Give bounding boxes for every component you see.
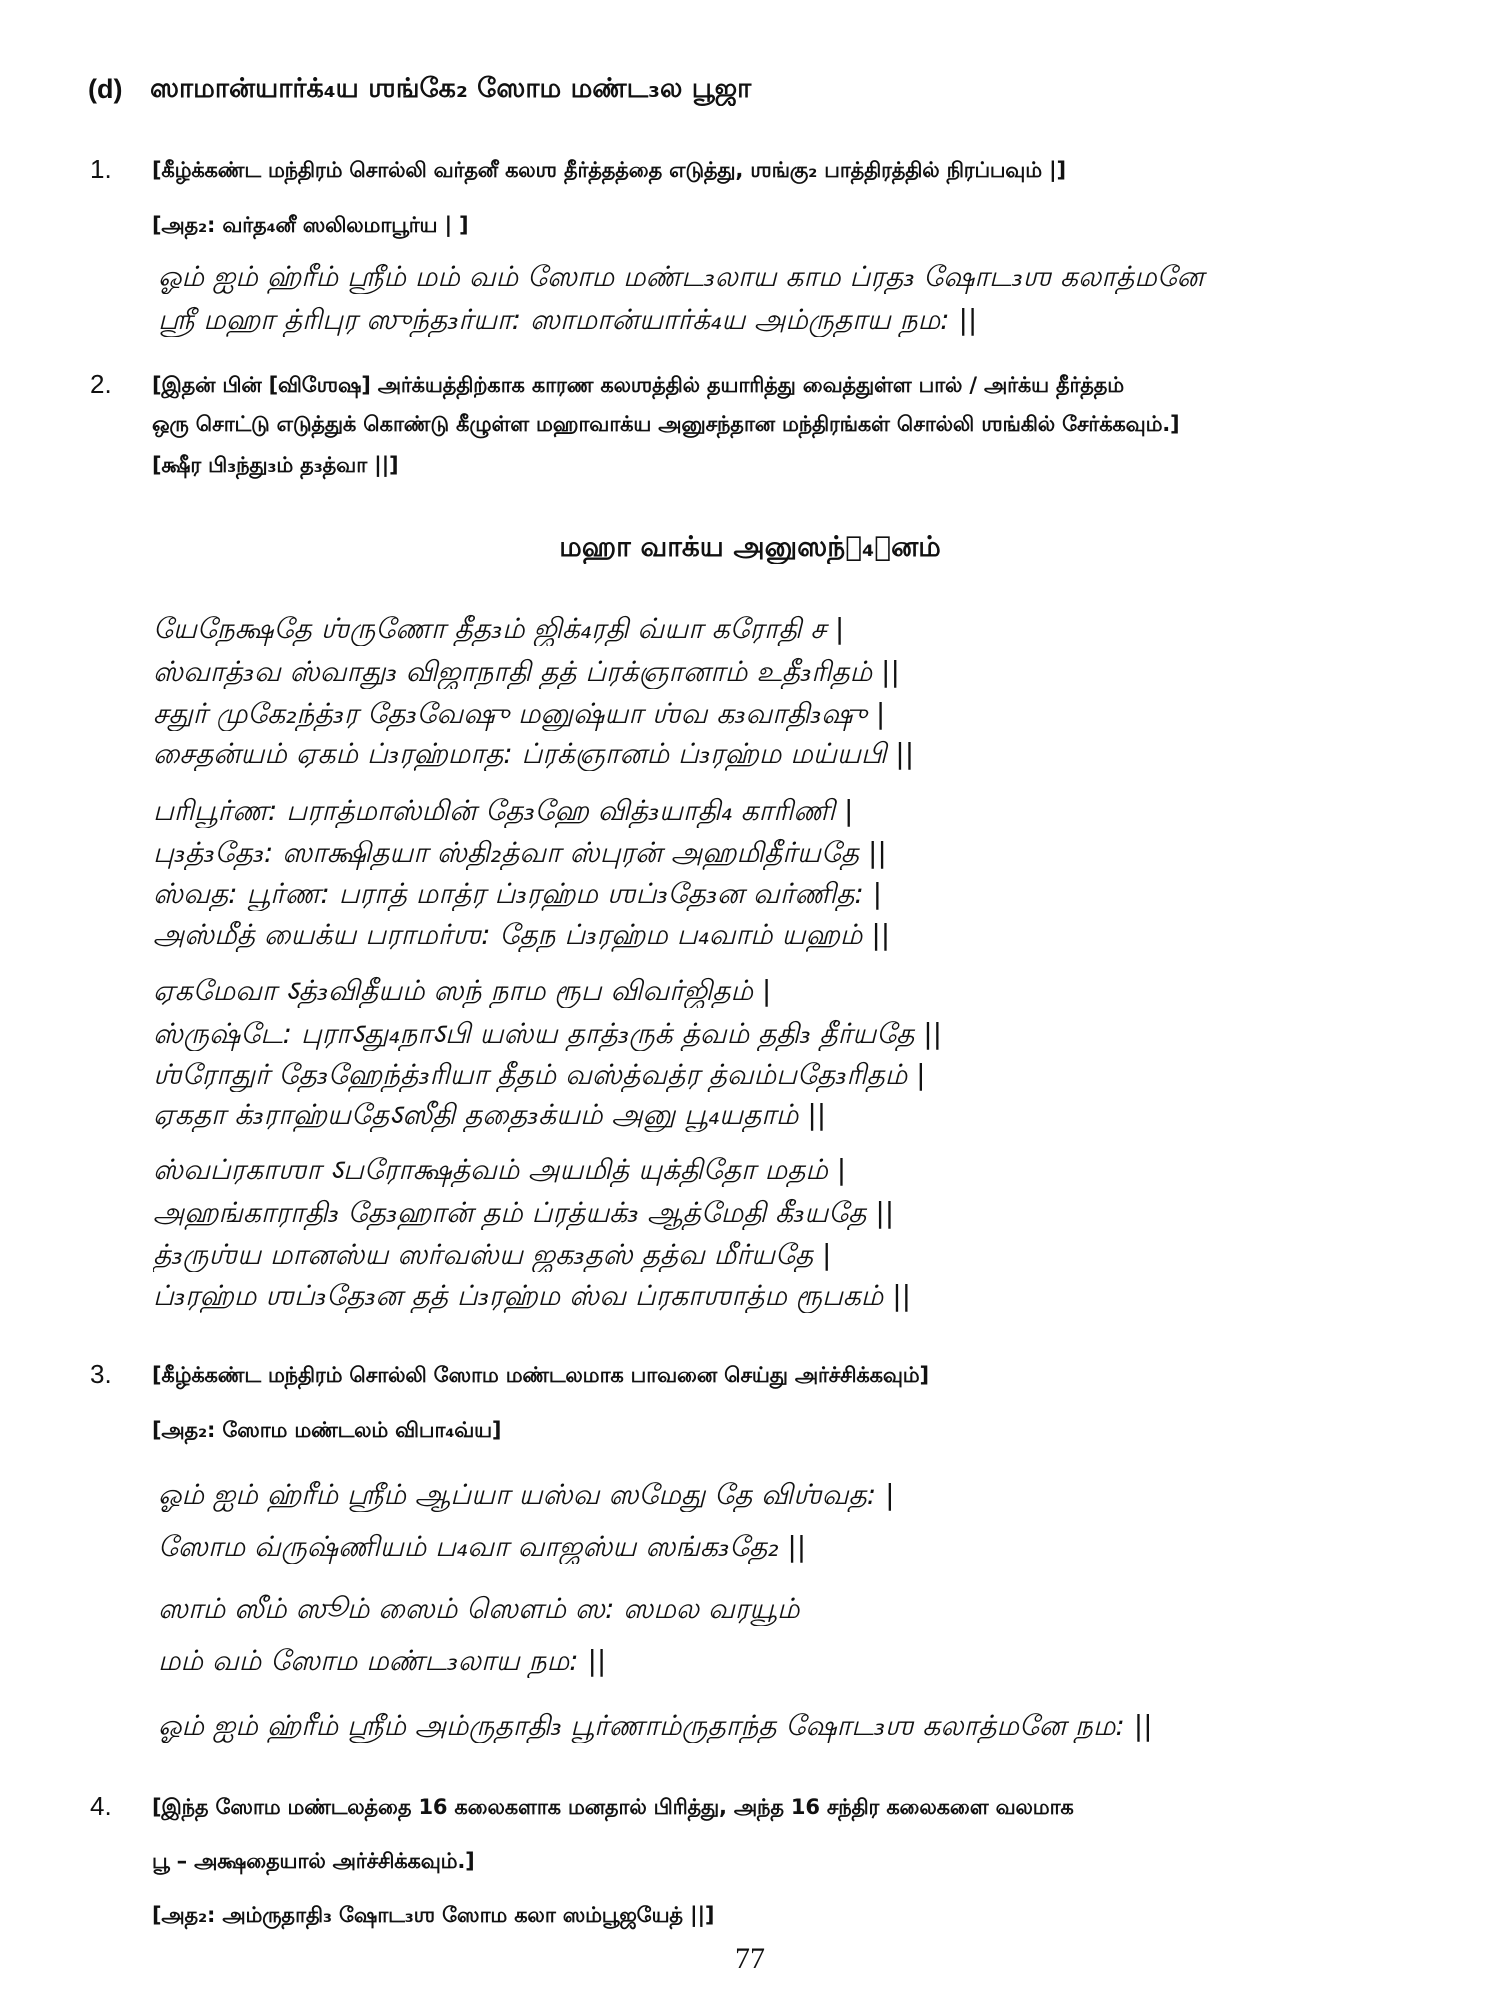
- item-3-mantra-line: ஓம் ஐம் ஹ்ரீம் ஶ்ரீம் ஆப்யா யஸ்வ ஸமேது தே விஶ்வத: |: [158, 1478, 895, 1511]
- verse-line: சைதன்யம் ஏகம் ப்₃ரஹ்மாத: ப்ரக்ஞானம் ப்₃ரஹ்ம மய்யபி ||: [153, 737, 915, 770]
- verse-line: ஸ்வாத்₃வ ஸ்வாது₃ விஜாநாதி தத் ப்ரக்ஞானாம் உதீ₃ரிதம் ||: [153, 655, 900, 688]
- item-3-mantra-line: மம் வம் ஸோம மண்ட₃லாய நம: ||: [158, 1644, 607, 1677]
- item-4-instruction-line: [இந்த ஸோம மண்டலத்தை 16 கலைகளாக மனதால் பிரித்து, அந்த 16 சந்திர கலைகளை வலமாக: [152, 1795, 1074, 1819]
- verse-line: அஹங்காராதி₃ தே₃ஹான் தம் ப்ரத்யக்₃ ஆத்மேதி கீ₃யதே ||: [153, 1196, 895, 1229]
- item-1-instruction: [கீழ்க்கண்ட மந்திரம் சொல்லி வர்தனீ கலஶ தீர்த்தத்தை எடுத்து, ஶங்கு₂ பாத்திரத்தில் நிரப்பவும் |]: [152, 158, 1066, 182]
- verse-line: பரிபூர்ண: பராத்மாஸ்மின் தே₃ஹே வித்₃யாதி₄ காரிணி |: [153, 794, 854, 827]
- item-2-instruction-line: [க்ஷீர பி₃ந்து₃ம் த₃த்வா ||]: [152, 453, 399, 477]
- section-label: (d): [88, 74, 123, 104]
- item-1-sub-instruction: [அத₂: வர்த₄னீ ஸலிலமாபூர்ய | ]: [152, 213, 469, 237]
- verse-line: ஸ்ருஷ்டே: புராऽது₄நாऽபி யஸ்ய தாத்₃ருக் த்வம் ததி₃ தீர்யதே ||: [153, 1017, 943, 1050]
- item-4-instruction-line: [அத₂: அம்ருதாதி₃ ஷோட₃ஶ ஸோம கலா ஸம்பூஜயேத் ||]: [152, 1903, 715, 1927]
- verse-line: பு₃த்₃தே₃: ஸாக்ஷிதயா ஸ்தி₂த்வா ஸ்புரன் அஹமிதீர்யதே ||: [153, 836, 887, 869]
- section-heading: மஹா வாக்ய அனுஸந்த₄ானம்: [559, 530, 941, 563]
- section-title: ஸாமான்யார்க்₄ய ஶங்கே₂ ஸோம மண்ட₃ல பூஜா: [150, 73, 752, 104]
- item-3-instruction: [கீழ்க்கண்ட மந்திரம் சொல்லி ஸோம மண்டலமாக பாவனை செய்து அர்ச்சிக்கவும்]: [152, 1363, 929, 1387]
- verse-line: சதுர் முகே₂ந்த்₃ர தே₃வேஷு மனுஷ்யா ஶ்வ க₃வாதி₃ஷு |: [153, 697, 886, 730]
- item-2-instruction-line: [இதன் பின் [விஶேஷ] அர்க்யத்திற்காக காரண கலஶத்தில் தயாரித்து வைத்துள்ள பால் / அர்க்ய தீர்த்தம்: [152, 373, 1124, 397]
- verse-line: ஏகமேவா ऽத்₃விதீயம் ஸந் நாம ரூப விவர்ஜிதம் |: [153, 974, 772, 1007]
- verse-line: ஏகதா க்₃ராஹ்யதேऽஸீதி ததை₃க்யம் அனு பூ₄யதாம் ||: [153, 1098, 827, 1131]
- verse-line: ப்₃ரஹ்ம ஶப்₃தே₃ன தத் ப்₃ரஹ்ம ஸ்வ ப்ரகாஶாத்ம ரூபகம் ||: [153, 1279, 912, 1312]
- item-3-mantra-line: ஸோம வ்ருஷ்ணியம் ப₄வா வாஜஸ்ய ஸங்க₃தே₂ ||: [158, 1530, 807, 1563]
- item-2-number: 2.: [90, 369, 112, 399]
- item-4-number: 4.: [90, 1791, 112, 1821]
- page-number: 77: [735, 1942, 765, 1975]
- item-1-mantra-line: ஓம் ஐம் ஹ்ரீம் ஶ்ரீம் மம் வம் ஸோம மண்ட₃லாய காம ப்ரத₃ ஷோட₃ஶ கலாத்மனே: [158, 260, 1204, 293]
- verse-line: அஸ்மீத் யைக்ய பராமர்ஶ: தேந ப்₃ரஹ்ம ப₄வாம் யஹம் ||: [153, 918, 891, 951]
- item-1-mantra-line: ஶ்ரீ மஹா த்ரிபுர ஸுந்த₃ர்யா: ஸாமான்யார்க்₄ய அம்ருதாய நம: ||: [158, 303, 978, 336]
- verse-line: த்₃ருஶ்ய மானஸ்ய ஸர்வஸ்ய ஜக₃தஸ் தத்வ மீர்யதே |: [153, 1238, 832, 1271]
- item-3-number: 3.: [90, 1359, 112, 1389]
- item-3-mantra-line: ஸாம் ஸீம் ஸூம் ஸைம் ஸௌம் ஸ: ஸமல வரயூம்: [158, 1592, 800, 1625]
- verse-line: யேநேக்ஷதே ஶ்ருணோ தீத₃ம் ஜிக்₄ரதி வ்யா கரோதி ச |: [153, 612, 845, 645]
- verse-line: ஸ்வத: பூர்ண: பராத் மாத்ர ப்₃ரஹ்ம ஶப்₃தே₃ன வர்ணித: |: [153, 877, 883, 910]
- item-3-sub-instruction: [அத₂: ஸோம மண்டலம் விபா₄வ்ய]: [152, 1418, 502, 1442]
- item-1-number: 1.: [90, 154, 112, 184]
- verse-line: ஶ்ரோதுர் தே₃ஹேந்த்₃ரியா தீதம் வஸ்த்வத்ர த்வம்பதே₃ரிதம் |: [153, 1058, 926, 1091]
- item-3-mantra-line: ஓம் ஐம் ஹ்ரீம் ஶ்ரீம் அம்ருதாதி₃ பூர்ணாம்ருதாந்த ஷோட₃ஶ கலாத்மனே நம: ||: [158, 1709, 1153, 1742]
- item-4-instruction-line: பூ – அக்ஷதையால் அர்ச்சிக்கவும்.]: [152, 1849, 475, 1873]
- verse-line: ஸ்வப்ரகாஶா ऽபரோக்ஷத்வம் அயமித் யுக்திதோ மதம் |: [153, 1153, 847, 1186]
- item-2-instruction-line: ஒரு சொட்டு எடுத்துக் கொண்டு கீழுள்ள மஹாவாக்ய அனுசந்தான மந்திரங்கள் சொல்லி ஶங்கில் சேர்க்கவும்.]: [152, 412, 1180, 436]
